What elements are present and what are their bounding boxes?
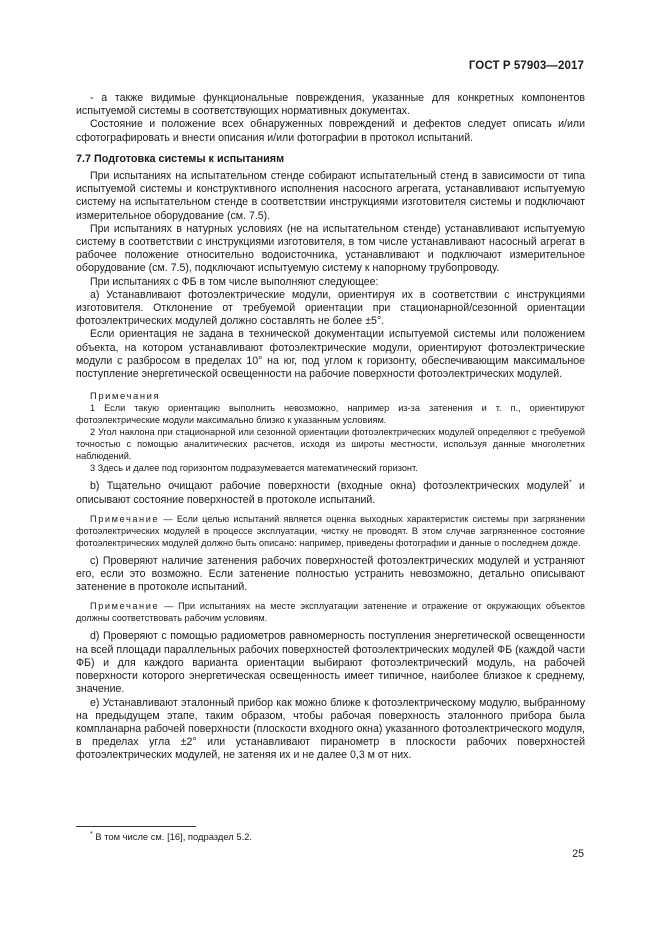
paragraph-state: Состояние и положение всех обнаруженных повреждений и дефектов следует описать и/или сфотографировать и внести описания и/или фотографии в протокол испытаний.	[76, 118, 585, 144]
page-number: 25	[572, 848, 584, 860]
note-b-text: — Если целью испытаний является оценка выходных характеристик системы при загрязнении фотоэлектрических модулей в процессе эксплуатации, чистку не проводят. В этом случае загрязненное состояние фотоэлектрических модулей должно быть описано: например, приведены фотографии и данные о последнем дожде.	[76, 513, 585, 548]
paragraph-bench: При испытаниях на испытательном стенде собирают испытательный стенд в зависимости от типа испытуемой системы и конструктивного исполнения насосного агрегата, устанавливают испытуемую систему на испытательном стенде в соответствии инструкциями изготовителя системы и подключают измерительное оборудование (см. 7.5).	[76, 170, 585, 222]
note-3: 3 Здесь и далее под горизонтом подразумевается математический горизонт.	[90, 463, 418, 474]
paragraph-b-text2: и описывают состояние поверхностей в протоколе испытаний.	[76, 480, 585, 506]
page-body	[76, 92, 585, 763]
note-b	[76, 513, 585, 549]
standard-designation: ГОСТ Р 57903—2017	[468, 60, 584, 72]
footnote-ref[interactable]: *	[568, 479, 572, 487]
note-c-text: — При испытаниях на месте эксплуатации затенение и отражение от окружающих объектов должны соответствовать рабочим условиям.	[76, 601, 585, 624]
section-title: 7.7 Подготовка системы к испытаниям	[76, 152, 285, 165]
paragraph-c: c) Проверяют наличие затенения рабочих поверхностей фотоэлектрических модулей и устраняют его, если это возможно. Если затенение полностью устранить невозможно, детально описывают затенение в протоколе испытаний.	[76, 554, 585, 594]
footnote	[76, 831, 376, 842]
footnote-text: В том числе см. [16], подраздел 5.2.	[92, 831, 252, 842]
note-b-label: Примечание	[90, 513, 160, 524]
note-1: 1 Если такую ориентацию выполнить невозможно, например из-за затенения и т. п., ориентируют фотоэлектрические модули максимально близко к указанным условиям.	[76, 403, 585, 426]
footnote-separator	[76, 826, 196, 827]
paragraph-orientation: Если ориентация не задана в технической документации испытуемой системы или положением объекта, на котором устанавливают фотоэлектрические модули, ориентируют фотоэлектрические модули с разбросом в пределах 10° на юг, под углом к горизонту, обеспечивающим максимальное поступление энергетической освещенности на рабочие поверхности фотоэлектрических модулей.	[76, 328, 585, 381]
footnote-mark: *	[90, 830, 93, 838]
notes-heading: Примечания	[90, 390, 161, 402]
paragraph-a: а) Устанавливают фотоэлектрические модули, ориентируя их в соответствии с инструкциями изготовителя. Отклонение от требуемой ориентации при стационарной/сезонной ориентации фотоэлектрических модулей должно составлять не более ±5°.	[76, 288, 585, 328]
note-c-label: Примечание	[90, 601, 160, 612]
paragraph-natural: При испытаниях в натурных условиях (не на испытательном стенде) устанавливают испытуемую систему в соответствии с инструкциями изготовителя, в том числе устанавливают насосный агрегат в рабочее положение относительно водоисточника, устанавливают и подключают измерительное оборудование (см. 7.5), подключают испытуемую систему к напорному трубопроводу.	[76, 222, 585, 275]
paragraph-b	[76, 480, 585, 506]
note-2: 2 Угол наклона при стационарной или сезонной ориентации фотоэлектрических модулей определяют с требуемой точностью с помощью аналитических расчетов, исходя из широты местности, используя данные многолетних наблюдений.	[76, 427, 585, 462]
paragraph-fb: При испытаниях с ФБ в том числе выполняют следующее:	[90, 275, 379, 288]
paragraph-damage: - а также видимые функциональные повреждения, указанные для конкретных компонентов испытуемой системы в соответствующих нормативных документах.	[76, 92, 585, 118]
paragraph-b-text1: b) Тщательно очищают рабочие поверхности (входные окна) фотоэлектрических модулей	[90, 480, 569, 493]
note-c	[76, 600, 585, 624]
paragraph-d: d) Проверяют с помощью радиометров равномерность поступления энергетической освещенности на всей площади параллельных рабочих поверхностей фотоэлектрических модулей ФБ (каждой части ФБ) и для каждого варианта ориентации выбирают фотоэлектрический модуль, на рабочей поверхности которого энергетическая освещенность имеет типичное, наиболее близкое к среднему, значение.	[76, 630, 585, 696]
paragraph-e: e) Устанавливают эталонный прибор как можно ближе к фотоэлектрическому модулю, выбранному на предыдущем этапе, таким образом, чтобы рабочая поверхность эталонного прибора была компланарна рабочей поверхности (плоскости входного окна) указанного фотоэлектрического модуля, в пределах угла ±2° или устанавливают пиранометр в плоскости рабочих поверхностей фотоэлектрических модулей, не затеняя их и не далее 0,3 м от них.	[76, 696, 585, 762]
